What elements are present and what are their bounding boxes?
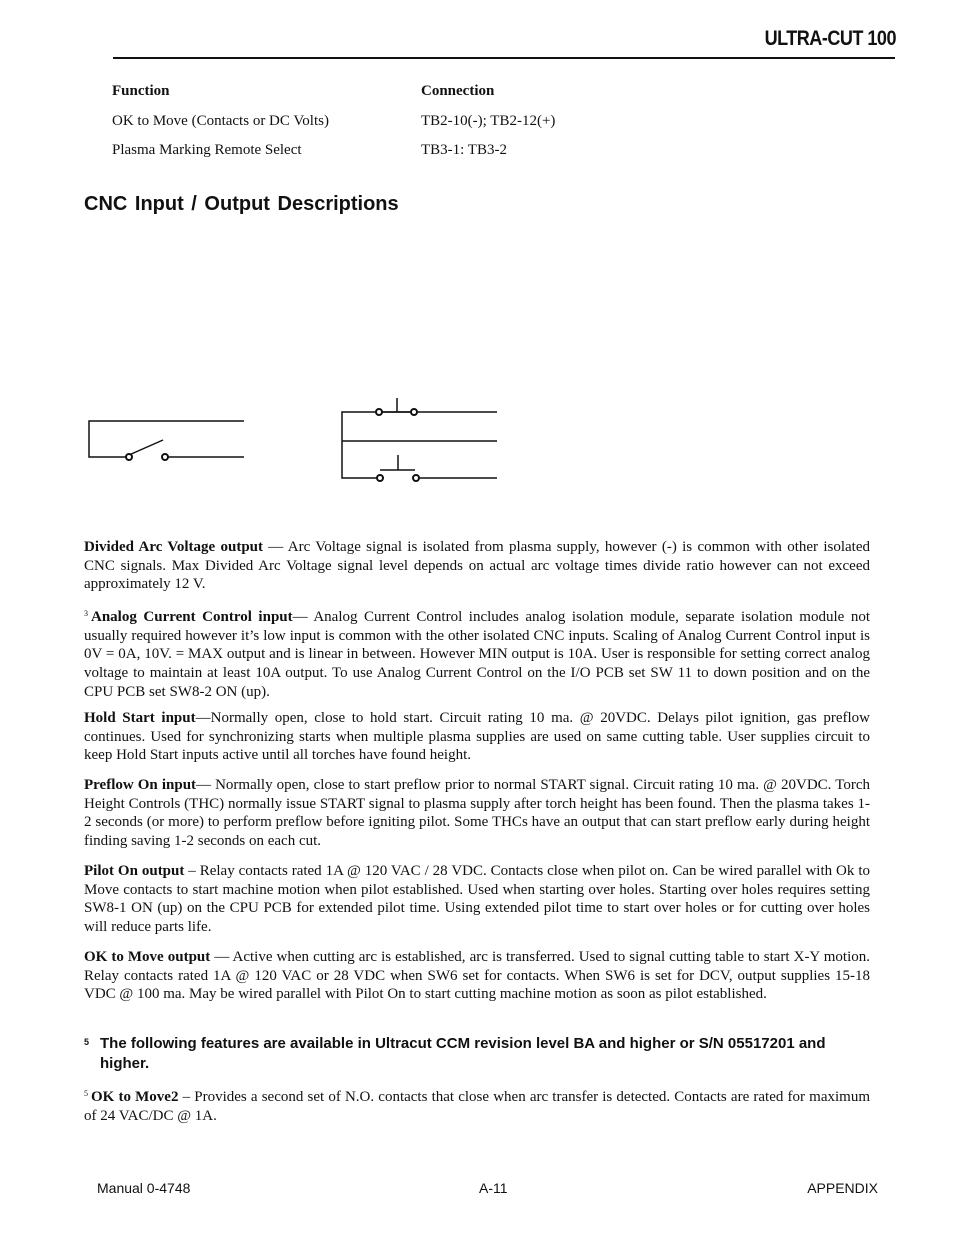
paragraph-body: – Relay contacts rated 1A @ 120 VAC / 28 VDC. Contacts close when pilot on. Can be wired parallel with Ok to Move contacts to start machine motion when pilot established. Used when starting over holes. Starting over holes requires setting SW8-1 ON (up) on the CPU PCB for extended pilot time. Using extended pilot time to start over holes or for cutting over holes will reduce parts life. [84, 863, 870, 936]
footer-section: APPENDIX [807, 1180, 878, 1196]
feature-notice [84, 1034, 844, 1074]
table-header-function: Function [112, 83, 170, 99]
paragraph-analog-current-control [84, 605, 870, 702]
paragraph-body: — Active when cutting arc is established, arc is transferred. Used to signal cutting table to start X-Y motion. Relay contacts rated 1A @ 120 VAC or 28 VDC when SW6 set for contacts. When SW6 is set for DCV, output supplies 15-18 VDC @ 100 ma. May be wired parallel with Pilot On to start cutting machine motion as soon as pilot established. [84, 949, 870, 1003]
table-cell-function: Plasma Marking Remote Select [112, 142, 302, 158]
paragraph-lead: Divided Arc Voltage output [84, 539, 263, 555]
footer-manual-number: Manual 0-4748 [97, 1180, 191, 1196]
section-title: CNC Input / Output Descriptions [84, 193, 399, 215]
paragraph-ok-to-move [84, 948, 870, 1004]
paragraph-lead: Hold Start input [84, 710, 196, 726]
footnote-marker: 5 [84, 1037, 90, 1047]
paragraph-divided-arc-voltage [84, 538, 870, 594]
paragraph-lead: Analog Current Control input [91, 609, 293, 625]
table-cell-function: OK to Move (Contacts or DC Volts) [112, 113, 329, 129]
switch-symbol-left [89, 421, 244, 460]
paragraph-lead: Preflow On input [84, 777, 197, 793]
footer-page-number: A-11 [479, 1180, 508, 1196]
paragraph-pilot-on [84, 862, 870, 937]
paragraph-body: — Arc Voltage signal is isolated from plasma supply, however (-) is common with other isolated CNC signals. Max Divided Arc Voltage signal level depends on actual arc voltage times divide ratio however can not exceed approximately 12 V. [84, 539, 870, 593]
paragraph-preflow-on [84, 776, 870, 851]
table-cell-connection: TB2-10(-); TB2-12(+) [421, 113, 556, 129]
notice-text: The following features are available in Ultracut CCM revision level BA and higher or S/N 05517201 and higher. [100, 1035, 826, 1072]
table-cell-connection: TB3-1: TB3-2 [421, 142, 507, 158]
paragraph-ok-to-move2 [84, 1085, 870, 1125]
paragraph-body: — Normally open, close to start preflow prior to normal START signal. Circuit rating 10 ma. @ 20VDC. Torch Height Controls (THC) normally issue START signal to plasma supply after torch height has been found. Then the plasma takes 1-2 seconds (or more) to perform preflow before igniting pilot. Some THCs have an output that can start preflow early during height finding saving 1-2 seconds on each cut. [84, 777, 870, 850]
paragraph-body: – Provides a second set of N.O. contacts that close when arc transfer is detected. Contacts are rated for maximum of 24 VAC/DC @ 1A. [84, 1089, 870, 1124]
footnote-marker: 5 [84, 1089, 88, 1098]
switch-symbol-right [342, 398, 497, 481]
paragraph-lead: OK to Move2 [91, 1089, 179, 1105]
paragraph-body: —Normally open, close to hold start. Circuit rating 10 ma. @ 20VDC. Delays pilot ignition, gas preflow continues. Used for synchronizing starts when multiple plasma supplies are used on same cutting table. User supplies circuit to keep Hold Start inputs active until all torches have found height. [84, 710, 870, 764]
paragraph-body: — Analog Current Control includes analog isolation module, separate isolation module not usually required however it’s low input is common with the other isolated CNC inputs. Scaling of Analog Current Control input is 0V = 0A, 10V. = MAX output and is linear in between. However MIN output is 10A. User is responsible for setting correct analog voltage to maintain at least 10A output. To use Analog Current Control on the I/O PCB set SW 11 to down position and on the CPU PCB set SW8-2 ON (up). [84, 609, 870, 700]
paragraph-lead: OK to Move output [84, 949, 211, 965]
brand-title: ULTRA-CUT 100 [764, 27, 896, 50]
table-header-connection: Connection [421, 83, 495, 99]
footnote-marker: 3 [84, 609, 88, 618]
paragraph-hold-start [84, 709, 870, 765]
paragraph-lead: Pilot On output [84, 863, 185, 879]
